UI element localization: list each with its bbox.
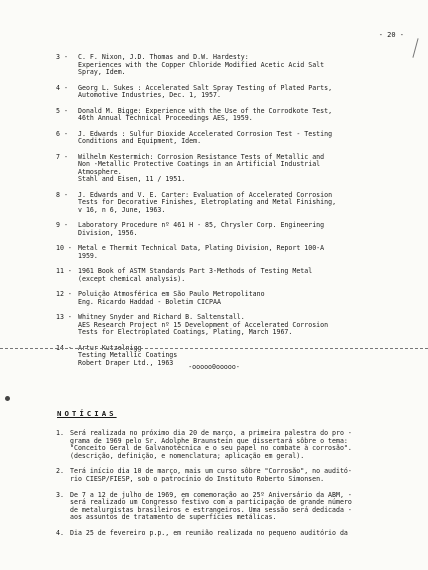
reference-item: 4 - Georg L. Sukes : Accelerated Salt Spray Testing of Plated Parts, Automotive Industries, Dec. 1, 1957. <box>56 83 333 100</box>
news-item: 3. De 7 a 12 de julho de 1969, em comemoração ao 25º Aniversário da ABM, - será realizado um Congresso festivo com a participação de grande número de metalurgistas brasileiros e estrangeiros. Uma sessão será dedicada - aos assuntos de tratamento de superfícies metálicas. <box>56 490 352 522</box>
reference-item: 7 - Wilhelm Kestermich: Corrosion Resistance Tests of Metallic and Non -Metallic Protective Coatings in an Artificial Industrial Atmosphere. Stahl and Eisen, 11 / 1951. <box>56 152 325 184</box>
news-list <box>56 430 414 546</box>
reference-item: 3 - C. F. Nixon, J.D. Thomas and D.W. Hardesty: Experiences with the Copper Chloride Modified Acetic Acid Salt Spray, Idem. <box>56 53 325 77</box>
scan-dot <box>5 396 10 401</box>
page-number: - 20 - <box>378 31 404 39</box>
news-item: 2. Terá início dia 10 de março, mais um curso sôbre "Corrosão", no auditó- rio CIESP/FIESP, sob o patrocínio do Instituto Roberto Simonsen. <box>56 467 352 483</box>
reference-item: 8 - J. Edwards and V. E. Carter: Evaluation of Accelerated Corrosion Tests for Decorative Finishes, Eletroplating and Metal Finishing, v 16, n 6, June, 1963. <box>56 190 337 214</box>
reference-item: 6 - J. Edwards : Sulfur Dioxide Accelerated Corrosion Test - Testing Conditions and Equipment, Idem. <box>56 129 333 146</box>
reference-item: 10 - Metal e Thermit Technical Data, Plating Division, Report 100-A 1959. <box>56 244 325 260</box>
reference-item: 14 - Artur Kutzelnigg Testing Metallic Coatings Robert Draper Ltd., 1963 <box>56 343 178 367</box>
reference-item: 12 - Poluição Atmosférica em São Paulo Metropolitano Eng. Ricardo Haddad - Boletim CICPAA <box>56 290 265 306</box>
reference-item: 13 - Whitney Snyder and Richard B. Saltenstall. AES Research Project nº 15 Development of Accelerated Corrosion Tests for Electroplated Coatings, Plating, March 1967. <box>56 313 329 337</box>
reference-item: 9 - Laboratory Procedure nº 461 H - 85, Chrysler Corp. Engineering Division, 1956. <box>56 221 325 237</box>
scan-dash-line <box>0 348 428 349</box>
reference-list <box>56 54 406 375</box>
news-heading: NOTÍCIAS <box>57 409 117 418</box>
news-item: 1. Será realizada no próximo dia 20 de março, a primeira palestra do pro - grama de 1969 pelo Sr. Adolphe Braunstein que dissertará sôbre o tema: "Conceito Geral de Galvanotécnica e o seu papel no combate à corrosão". (descrição, definição, e nomenclatura; aplicação em geral). <box>56 429 352 460</box>
reference-item: 5 - Donald M. Bigge: Experience with the Use of the Corrodkote Test, 46th Annual Technical Proceedings AES, 1959. <box>56 106 333 123</box>
news-item: 4. Dia 25 de fevereiro p.p., em reunião realizada no pequeno auditório da <box>56 528 348 537</box>
section-separator: -ooooo0ooooo- <box>188 363 240 371</box>
reference-item: 11 - 1961 Book of ASTM Standards Part 3-Methods of Testing Metal (except chemical analysis). <box>56 267 313 283</box>
pen-mark <box>412 38 418 58</box>
